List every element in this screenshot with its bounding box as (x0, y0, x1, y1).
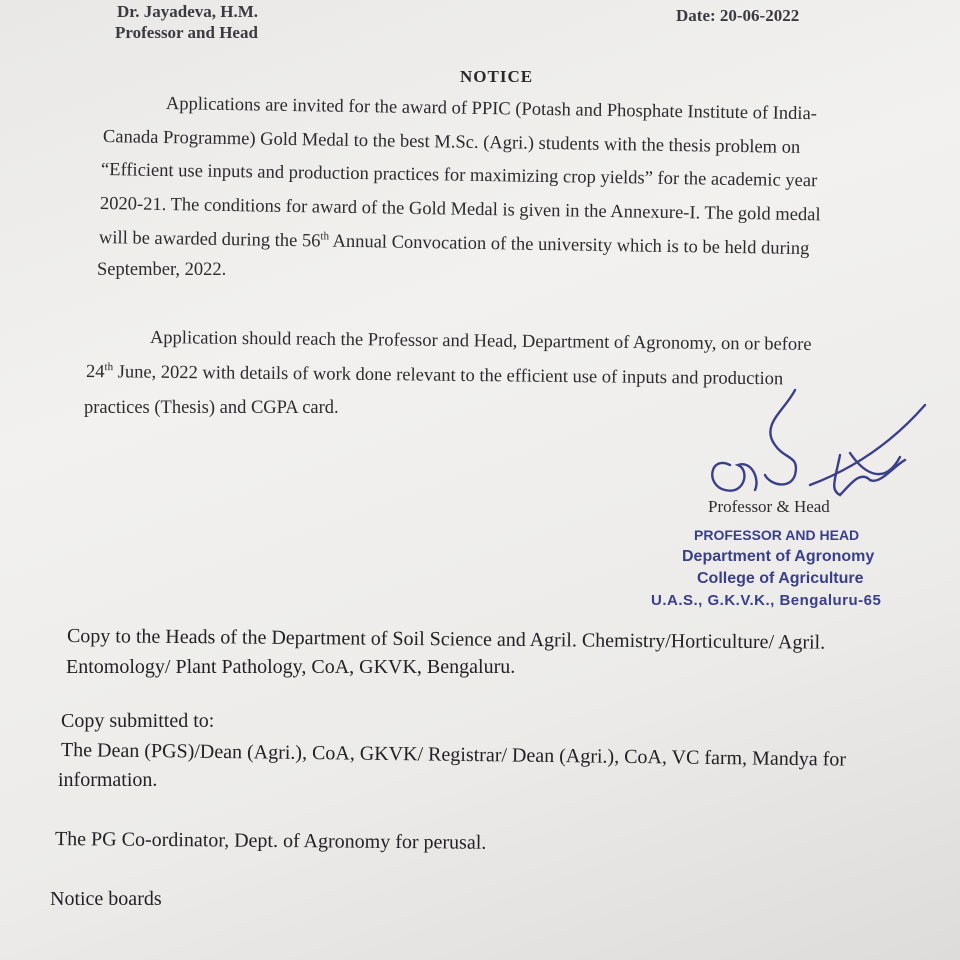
para1-line3: “Efficient use inputs and production practices for maximizing crop yields” for the academic year (100, 160, 818, 192)
stamp-line3: College of Agriculture (697, 570, 864, 587)
notice-date: Date: 20-06-2022 (676, 6, 800, 25)
copy-submitted-line2: information. (58, 769, 158, 791)
para1-line6: September, 2022. (97, 260, 227, 280)
copy-submitted-label: Copy submitted to: (61, 710, 215, 732)
para1-sup: th (320, 230, 330, 243)
signature-typed: Professor & Head (708, 497, 830, 516)
copy-notice-boards: Notice boards (50, 888, 162, 910)
stamp-line1: PROFESSOR AND HEAD (694, 527, 860, 543)
author-designation: Professor and Head (115, 23, 258, 42)
copy-to-line1: Copy to the Heads of the Department of Soil Science and Agril. Chemistry/Horticulture/ Agril. (66, 625, 826, 654)
para2-line1: Application should reach the Professor and Head, Department of Agronomy, on or before (149, 328, 812, 355)
copy-pg-coordinator: The PG Co-ordinator, Dept. of Agronomy for perusal. (54, 828, 487, 854)
copy-to-line2: Entomology/ Plant Pathology, CoA, GKVK, Bengaluru. (66, 656, 516, 678)
notice-title: NOTICE (460, 67, 534, 86)
author-name: Dr. Jayadeva, H.M. (117, 2, 259, 21)
para2-line2b: June, 2022 with details of work done relevant to the efficient use of inputs and production (112, 362, 784, 390)
para1-line5a: will be awarded during the 56 (98, 228, 321, 252)
para1-line1: Applications are invited for the award of PPIC (Potash and Phosphate Institute of India- (165, 94, 818, 125)
copy-submitted-line1: The Dean (PGS)/Dean (Agri.), CoA, GKVK/ Registrar/ Dean (Agri.), CoA, VC farm, Mandya for (60, 739, 847, 771)
para1-line5b: Annual Convocation of the university which is to be held during (328, 231, 810, 260)
stamp-line4: U.A.S., G.K.V.K., Bengaluru-65 (651, 592, 882, 609)
para2-line2 (86, 362, 783, 390)
para1-line5 (99, 228, 810, 260)
para2-sup: th (104, 361, 114, 374)
para1-line4: 2020-21. The conditions for award of the Gold Medal is given in the Annexure-I. The gold medal (99, 194, 821, 226)
para2-line3: practices (Thesis) and CGPA card. (84, 398, 339, 418)
signature-scribble (690, 385, 940, 515)
para1-line2: Canada Programme) Gold Medal to the best M.Sc. (Agri.) students with the thesis problem on (102, 127, 801, 158)
stamp-line2: Department of Agronomy (682, 548, 875, 565)
para2-line2a: 24 (85, 362, 105, 383)
